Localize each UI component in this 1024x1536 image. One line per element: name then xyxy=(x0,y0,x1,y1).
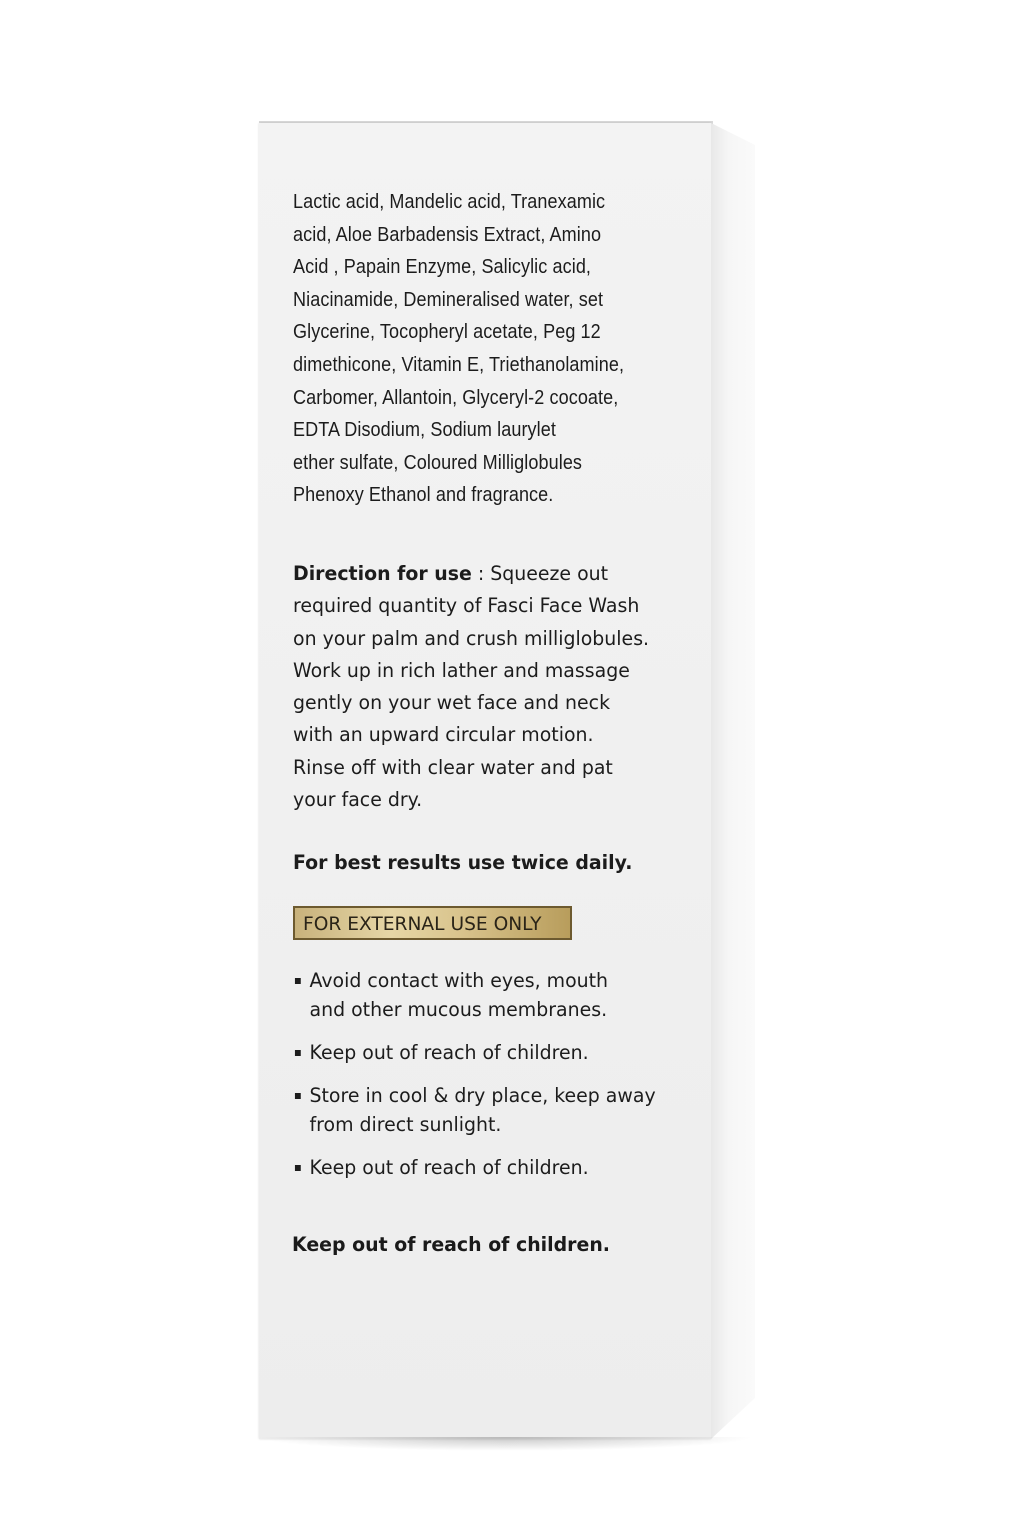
warning-line: Store in cool & dry place, keep away xyxy=(309,1084,656,1107)
warning-item xyxy=(293,1081,656,1139)
box-shadow xyxy=(255,1437,755,1451)
product-box-side xyxy=(711,123,755,1439)
footer-warning: Keep out of reach of children. xyxy=(292,1233,610,1256)
directions-line: your face dry. xyxy=(293,788,423,812)
external-use-label: FOR EXTERNAL USE ONLY xyxy=(303,913,542,935)
bullet-icon xyxy=(295,978,301,984)
ingredients-line: Phenoxy Ethanol and fragrance. xyxy=(293,483,554,507)
directions-heading: Direction for use xyxy=(293,562,472,585)
bullet-icon xyxy=(295,1050,301,1056)
directions-line: on your palm and crush milliglobules. xyxy=(293,626,650,650)
ingredients-line: acid, Aloe Barbadensis Extract, Amino xyxy=(293,222,602,246)
ingredients-list xyxy=(293,186,671,512)
warning-item xyxy=(293,966,608,1024)
bullet-icon xyxy=(295,1093,301,1099)
ingredients-line: Niacinamide, Demineralised water, set xyxy=(293,287,604,311)
warning-line: from direct sunlight. xyxy=(309,1113,502,1136)
warning-line: Avoid contact with eyes, mouth xyxy=(309,969,609,992)
directions-first-line xyxy=(293,558,700,590)
directions-line: Rinse off with clear water and pat xyxy=(293,755,613,779)
directions-section xyxy=(293,558,700,816)
ingredients-line: dimethicone, Vitamin E, Triethanolamine, xyxy=(293,352,625,376)
warning-item xyxy=(293,1153,589,1182)
directions-first-line-text: : Squeeze out xyxy=(471,562,609,585)
bullet-icon xyxy=(295,1165,301,1171)
directions-line: required quantity of Fasci Face Wash xyxy=(293,594,640,618)
ingredients-line: EDTA Disodium, Sodium laurylet xyxy=(293,418,556,442)
warning-line: Keep out of reach of children. xyxy=(309,1156,589,1179)
directions-line: Work up in rich lather and massage xyxy=(293,658,630,682)
warning-item xyxy=(293,1038,589,1067)
ingredients-line: Lactic acid, Mandelic acid, Tranexamic xyxy=(293,190,606,213)
external-use-badge xyxy=(293,906,572,940)
ingredients-line: ether sulfate, Coloured Milliglobules xyxy=(293,450,583,474)
best-results-note: For best results use twice daily. xyxy=(293,851,633,874)
warning-line: and other mucous membranes. xyxy=(309,998,608,1021)
ingredients-line: Carbomer, Allantoin, Glyceryl-2 cocoate, xyxy=(293,385,619,409)
ingredients-line: Acid , Papain Enzyme, Salicylic acid, xyxy=(293,255,592,279)
directions-line: with an upward circular motion. xyxy=(293,723,594,747)
warning-line: Keep out of reach of children. xyxy=(309,1041,589,1064)
directions-line: gently on your wet face and neck xyxy=(293,691,611,715)
ingredients-line: Glycerine, Tocopheryl acetate, Peg 12 xyxy=(293,320,601,344)
